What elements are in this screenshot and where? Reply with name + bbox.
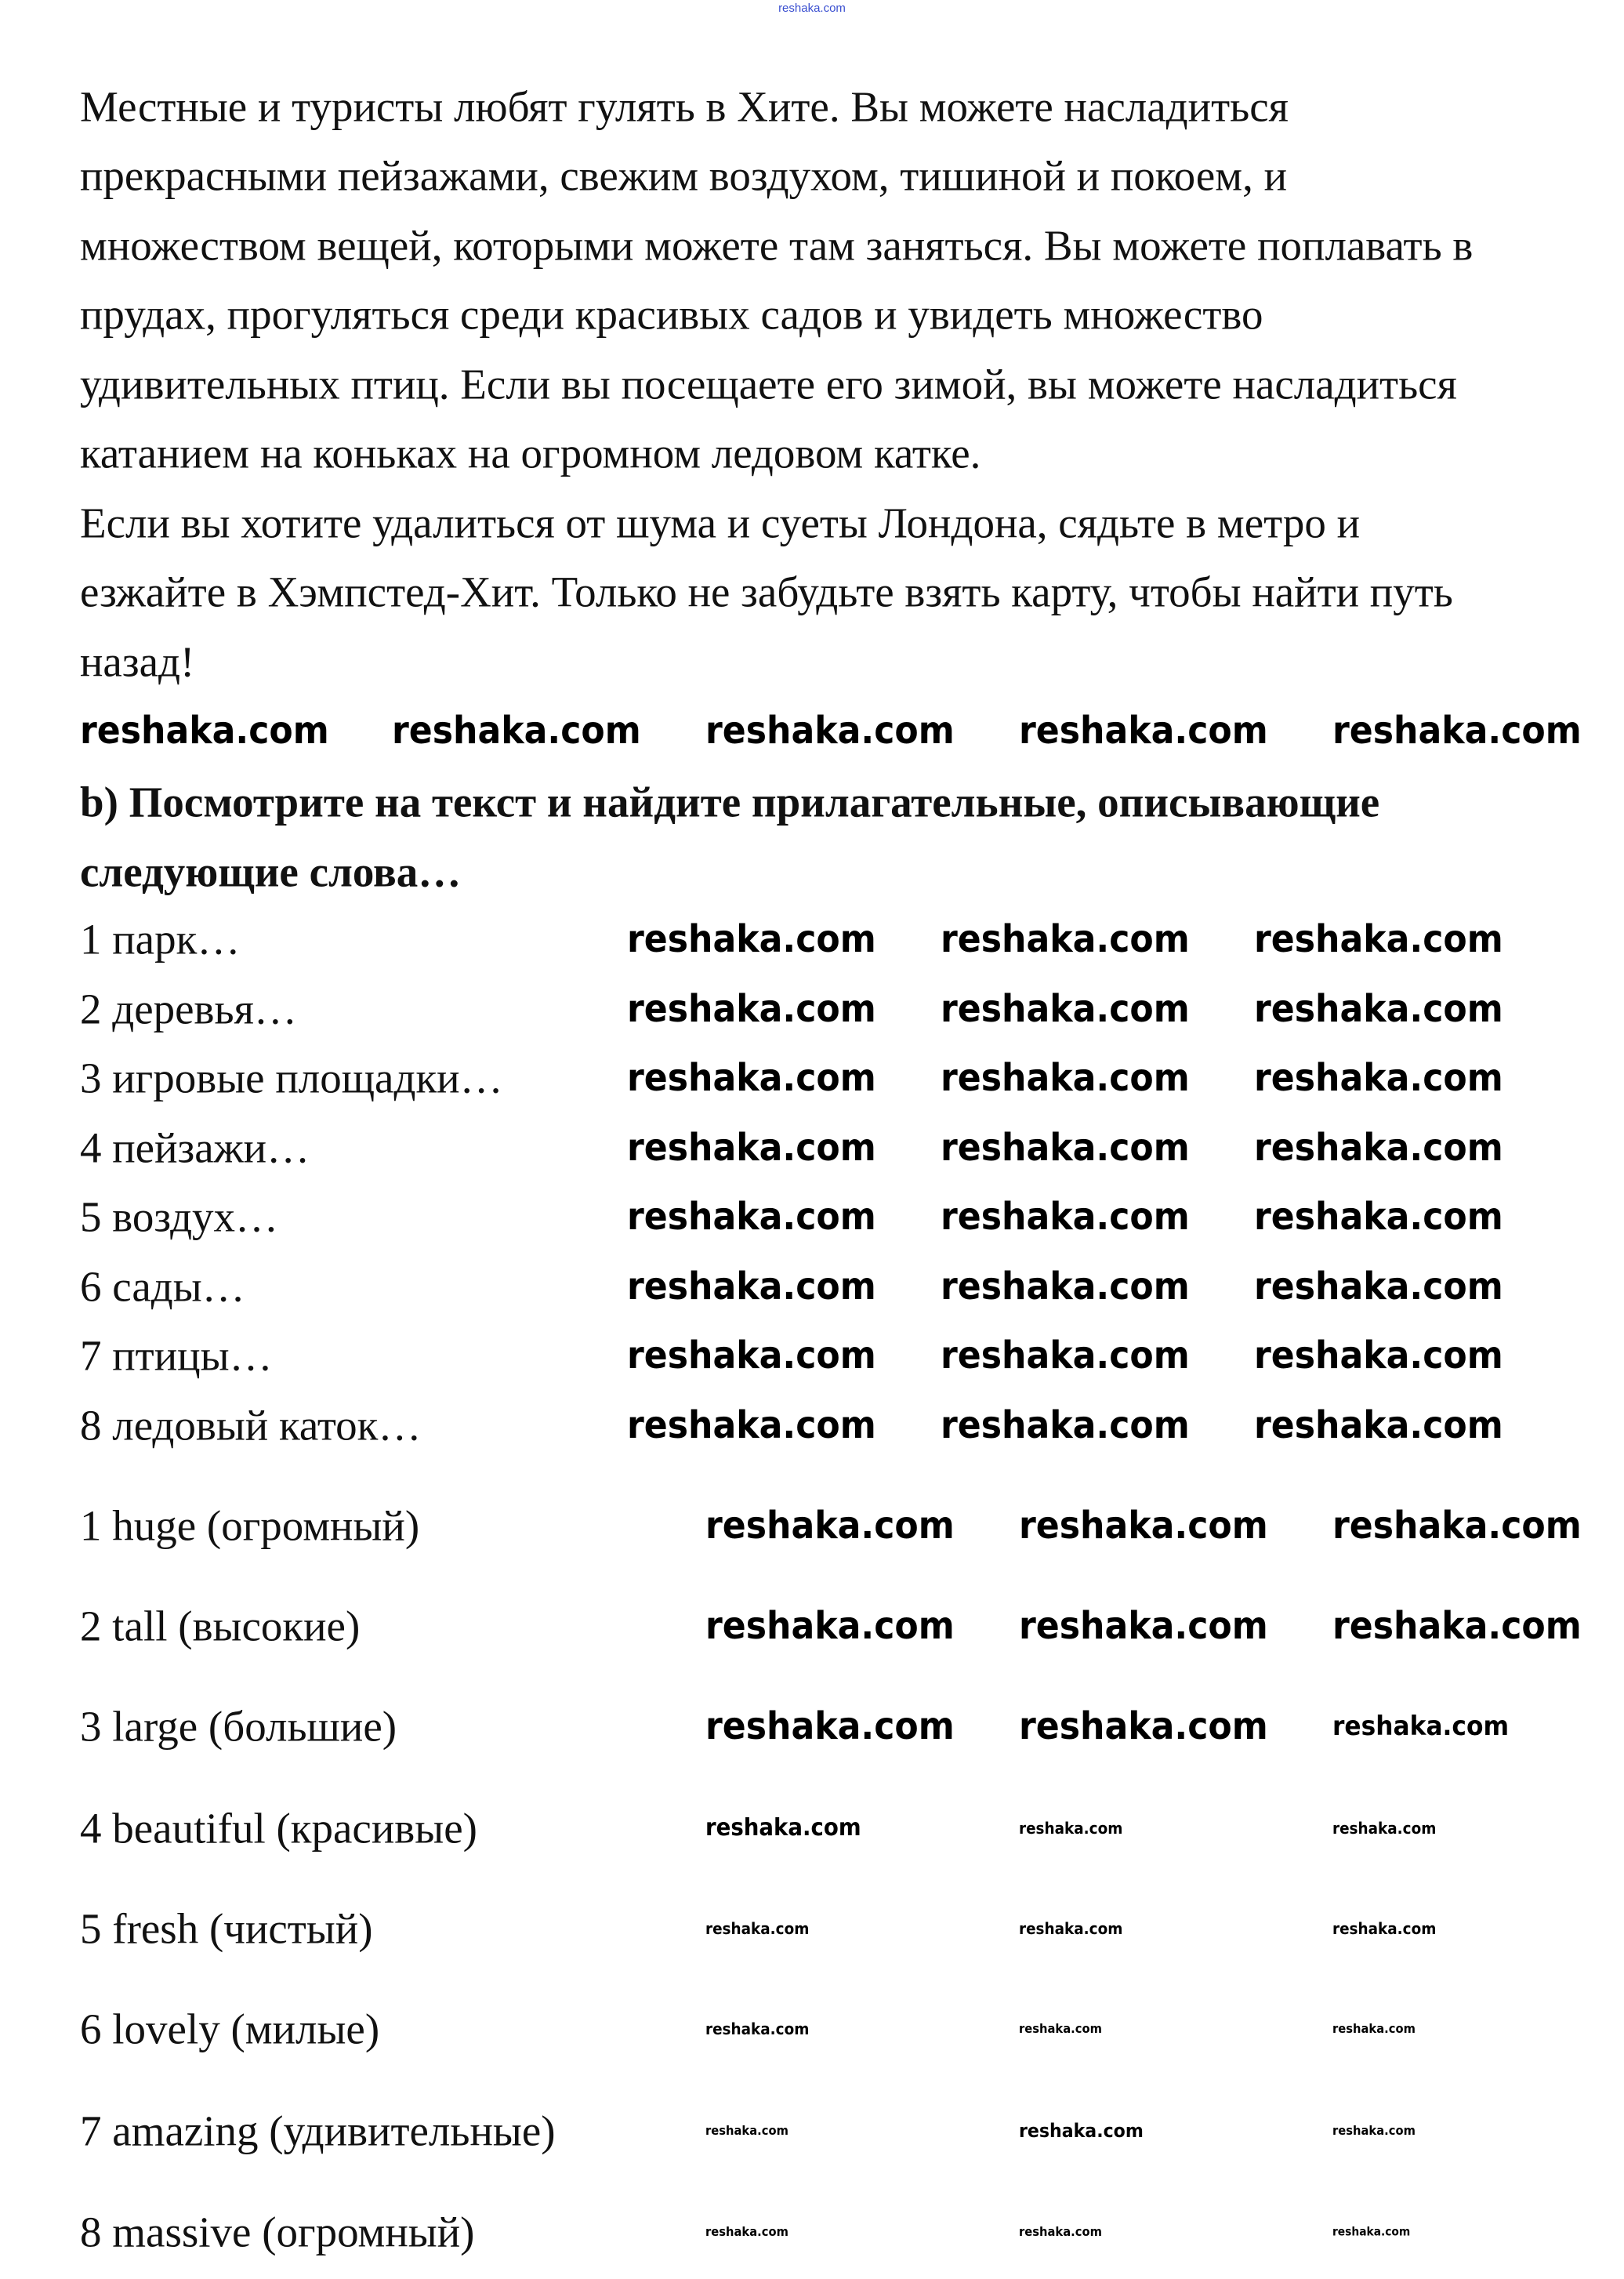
watermark: reshaka.com bbox=[705, 1814, 861, 1842]
watermark: reshaka.com bbox=[1019, 1919, 1123, 1938]
watermark: reshaka.com bbox=[1019, 1504, 1268, 1548]
answer-item: 2 tall (высокие) bbox=[80, 1602, 361, 1650]
question-item: 2 деревья… bbox=[80, 985, 297, 1033]
watermark: reshaka.com bbox=[1019, 1819, 1123, 1838]
watermark: reshaka.com bbox=[941, 1403, 1190, 1447]
watermark: reshaka.com bbox=[705, 2224, 788, 2239]
task-heading: b) Посмотрите на текст и найдите прилагательные, описывающие bbox=[80, 778, 1380, 826]
answer-item: 5 fresh (чистый) bbox=[80, 1904, 373, 1953]
answer-item: 3 large (большие) bbox=[80, 1702, 397, 1751]
watermark: reshaka.com bbox=[627, 987, 876, 1031]
watermark: reshaka.com bbox=[941, 987, 1190, 1031]
watermark: reshaka.com bbox=[80, 709, 329, 753]
watermark: reshaka.com bbox=[1254, 1126, 1503, 1170]
watermark: reshaka.com bbox=[1254, 1403, 1503, 1447]
watermark: reshaka.com bbox=[392, 709, 641, 753]
question-item: 7 птицы… bbox=[80, 1331, 273, 1380]
text-line: Местные и туристы любят гулять в Хите. Вы можете насладиться bbox=[80, 82, 1289, 131]
task-heading-cont: следующие слова… bbox=[80, 847, 462, 896]
answer-item: 1 huge (огромный) bbox=[80, 1501, 420, 1550]
answer-item: 8 massive (огромный) bbox=[80, 2208, 475, 2256]
answer-item: 7 amazing (удивительные) bbox=[80, 2107, 556, 2155]
watermark: reshaka.com bbox=[1019, 1704, 1268, 1748]
watermark: reshaka.com bbox=[1332, 1919, 1437, 1938]
watermark: reshaka.com bbox=[627, 1265, 876, 1308]
watermark: reshaka.com bbox=[627, 1195, 876, 1239]
watermark: reshaka.com bbox=[1332, 1504, 1582, 1548]
text-line: прудах, прогуляться среди красивых садов и увидеть множество bbox=[80, 290, 1263, 339]
watermark: reshaka.com bbox=[1254, 1334, 1503, 1377]
text-line: Если вы хотите удалиться от шума и суеты Лондона, сядьте в метро и bbox=[80, 499, 1361, 547]
answer-item: 6 lovely (милые) bbox=[80, 2005, 380, 2053]
watermark: reshaka.com bbox=[1254, 917, 1503, 961]
watermark: reshaka.com bbox=[1332, 1604, 1582, 1648]
watermark: reshaka.com bbox=[1019, 1604, 1268, 1648]
watermark: reshaka.com bbox=[627, 1403, 876, 1447]
watermark: reshaka.com bbox=[1332, 2123, 1416, 2138]
watermark: reshaka.com bbox=[941, 917, 1190, 961]
watermark: reshaka.com bbox=[1019, 2224, 1102, 2239]
watermark: reshaka.com bbox=[941, 1265, 1190, 1308]
watermark: reshaka.com bbox=[941, 1195, 1190, 1239]
watermark: reshaka.com bbox=[1332, 2224, 1411, 2239]
watermark: reshaka.com bbox=[1332, 1711, 1510, 1742]
watermark: reshaka.com bbox=[705, 1504, 955, 1548]
question-item: 5 воздух… bbox=[80, 1192, 279, 1241]
question-item: 6 сады… bbox=[80, 1262, 245, 1311]
top-watermark: reshaka.com bbox=[778, 2, 846, 15]
question-item: 1 парк… bbox=[80, 915, 241, 963]
text-line: прекрасными пейзажами, свежим воздухом, тишиной и покоем, и bbox=[80, 151, 1287, 200]
watermark: reshaka.com bbox=[705, 1704, 955, 1748]
watermark: reshaka.com bbox=[627, 1056, 876, 1100]
watermark: reshaka.com bbox=[1254, 1265, 1503, 1308]
watermark: reshaka.com bbox=[941, 1126, 1190, 1170]
watermark: reshaka.com bbox=[1332, 2021, 1416, 2036]
watermark: reshaka.com bbox=[1254, 1195, 1503, 1239]
question-item: 4 пейзажи… bbox=[80, 1123, 310, 1172]
watermark: reshaka.com bbox=[1332, 709, 1582, 753]
answer-item: 4 beautiful (красивые) bbox=[80, 1804, 477, 1853]
watermark: reshaka.com bbox=[627, 917, 876, 961]
question-item: 3 игровые площадки… bbox=[80, 1054, 503, 1102]
watermark: reshaka.com bbox=[1019, 2021, 1102, 2036]
watermark: reshaka.com bbox=[627, 1334, 876, 1377]
watermark: reshaka.com bbox=[1332, 1819, 1437, 1838]
watermark: reshaka.com bbox=[1019, 2120, 1144, 2142]
text-line: множеством вещей, которыми можете там заняться. Вы можете поплавать в bbox=[80, 221, 1474, 270]
watermark: reshaka.com bbox=[705, 2020, 810, 2038]
watermark: reshaka.com bbox=[1254, 1056, 1503, 1100]
watermark: reshaka.com bbox=[1254, 987, 1503, 1031]
question-item: 8 ледовый каток… bbox=[80, 1401, 422, 1450]
watermark: reshaka.com bbox=[705, 1604, 955, 1648]
watermark: reshaka.com bbox=[941, 1334, 1190, 1377]
watermark: reshaka.com bbox=[627, 1126, 876, 1170]
text-line: езжайте в Хэмпстед-Хит. Только не забудьте взять карту, чтобы найти путь bbox=[80, 568, 1453, 616]
text-line: назад! bbox=[80, 637, 195, 686]
watermark: reshaka.com bbox=[705, 709, 955, 753]
watermark: reshaka.com bbox=[941, 1056, 1190, 1100]
watermark: reshaka.com bbox=[705, 2123, 788, 2138]
text-line: удивительных птиц. Если вы посещаете его зимой, вы можете насладиться bbox=[80, 360, 1457, 408]
text-line: катанием на коньках на огромном ледовом катке. bbox=[80, 429, 981, 477]
watermark: reshaka.com bbox=[705, 1919, 810, 1938]
watermark: reshaka.com bbox=[1019, 709, 1268, 753]
